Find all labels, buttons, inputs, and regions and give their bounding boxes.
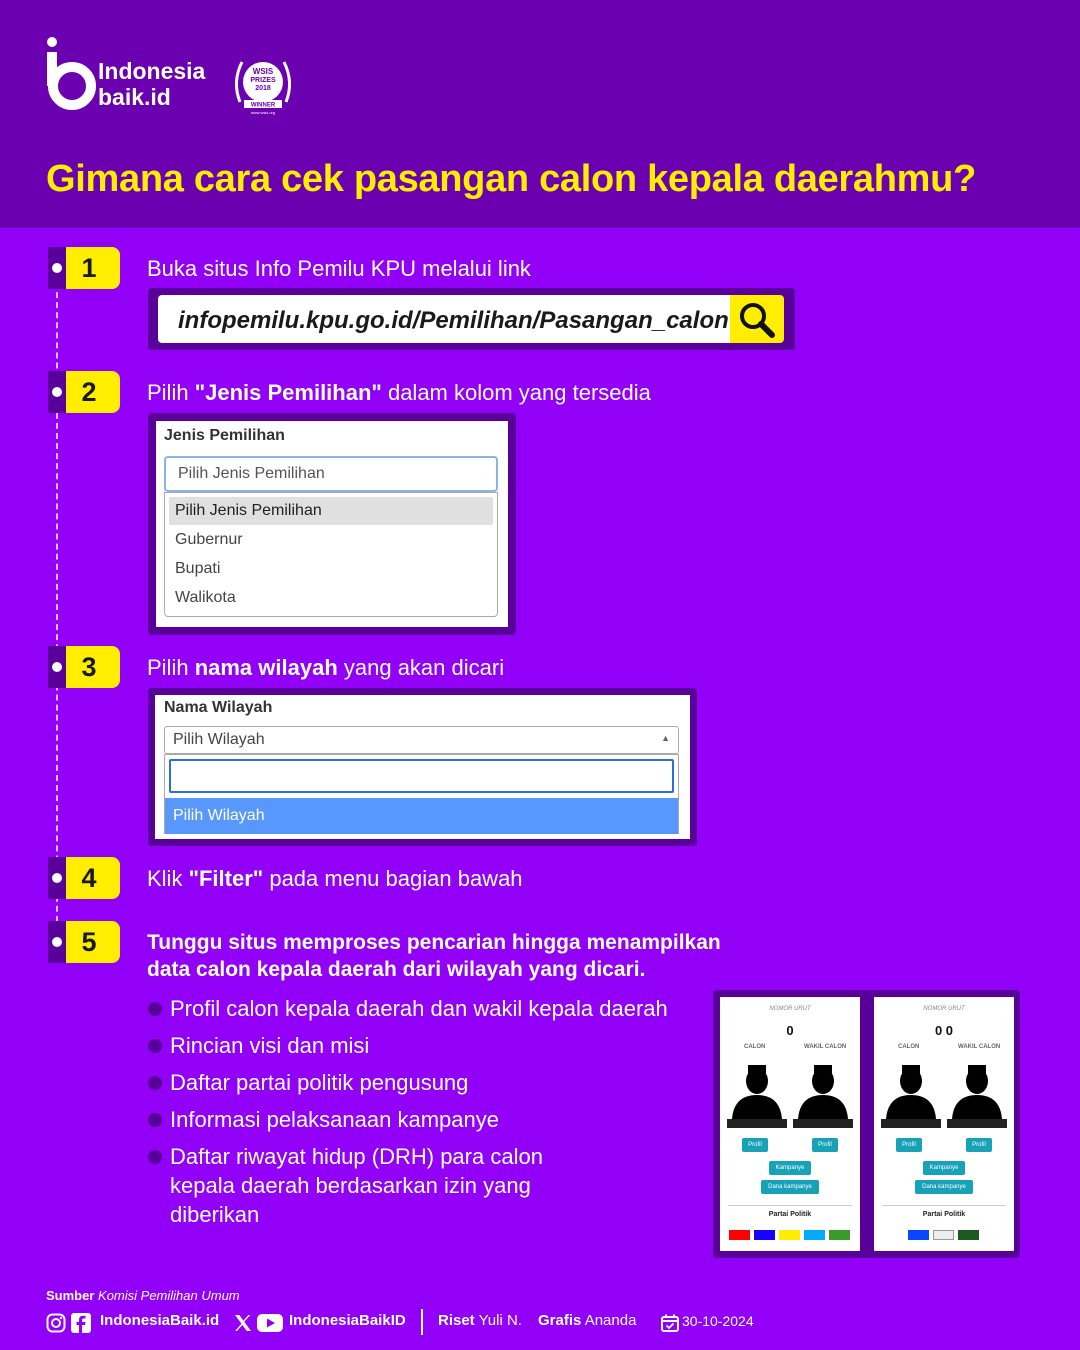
facebook-icon (71, 1313, 91, 1333)
page-title: Gimana cara cek pasangan calon kepala daerahmu? (46, 158, 976, 200)
list-item-text: Daftar partai politik pengusung (170, 1070, 469, 1095)
wakil-calon-label: WAKIL CALON (958, 1044, 1001, 1050)
partai-politik-label: Partai Politik (768, 1211, 812, 1218)
party-logo (958, 1230, 979, 1240)
jenis-pemilihan-panel (156, 421, 508, 627)
step-2-text (147, 380, 651, 406)
step-number: 4 (66, 857, 120, 899)
list-item (148, 1031, 708, 1060)
step-badge-4 (48, 857, 120, 899)
candidate-card (720, 997, 860, 1251)
nomor-urut-value: 0 0 (934, 1023, 954, 1038)
step-text-part: dalam kolom yang tersedia (381, 380, 651, 405)
partai-politik-label: Partai Politik (922, 1211, 966, 1218)
source-label: Sumber (46, 1288, 95, 1303)
profil-button[interactable]: Profil (896, 1138, 922, 1152)
list-item (148, 1142, 548, 1229)
youtube-icon (257, 1314, 283, 1332)
candidate-cards-screenshot (713, 990, 1020, 1258)
list-item-text: Informasi pelaksanaan kampanye (170, 1107, 499, 1132)
riset-value: Yuli N. (478, 1312, 522, 1329)
grafis-value: Ananda (584, 1312, 637, 1329)
riset-label: Riset (438, 1312, 475, 1329)
source-credit (46, 1288, 240, 1303)
step-number: 5 (66, 921, 120, 963)
party-logo (829, 1230, 850, 1240)
party-logo (804, 1230, 825, 1240)
nomor-urut-label: NOMOR URUT (923, 1006, 965, 1012)
nomor-urut-label: NOMOR URUT (769, 1006, 811, 1012)
wilayah-search-input[interactable] (169, 759, 674, 793)
nama-wilayah-select[interactable] (164, 726, 679, 754)
svg-text:2018: 2018 (255, 85, 271, 92)
list-item-text: Rincian visi dan misi (170, 1033, 370, 1058)
brand-name (98, 58, 205, 110)
wilayah-option-highlighted[interactable]: Pilih Wilayah (165, 798, 678, 834)
jenis-pemilihan-label: Jenis Pemilihan (164, 427, 285, 444)
nama-wilayah-screenshot (148, 688, 697, 846)
step-text-bold: "Jenis Pemilihan" (194, 380, 382, 405)
grafis-label: Grafis (538, 1312, 582, 1329)
svg-text:WINNER: WINNER (250, 102, 276, 109)
url-search-bar (148, 288, 795, 350)
calendar-icon (660, 1313, 680, 1333)
source-value: Komisi Pemilihan Umum (98, 1288, 240, 1303)
divider (882, 1205, 1006, 1206)
profil-button[interactable]: Profil (966, 1138, 992, 1152)
footer-divider (421, 1309, 423, 1335)
step-5-line-1: Tunggu situs memproses pencarian hingga menampilkan (147, 931, 721, 954)
step-text-part: pada menu bagian bawah (263, 866, 523, 891)
step-badge-5 (48, 921, 120, 963)
nama-wilayah-dropdown (164, 754, 679, 834)
dropdown-option-selected[interactable]: Pilih Jenis Pemilihan (169, 497, 493, 525)
step-badge-1 (48, 247, 120, 289)
dana-kampanye-button[interactable]: Dana kampanye (761, 1180, 819, 1194)
dropdown-option[interactable]: Gubernur (175, 531, 243, 548)
step-badge-3 (48, 646, 120, 688)
step-text-bold: "Filter" (188, 866, 264, 891)
step-text-part: Klik (147, 866, 189, 891)
nama-wilayah-label: Nama Wilayah (164, 699, 273, 716)
svg-text:PRIZES: PRIZES (250, 77, 276, 84)
wsis-award-logo (230, 52, 296, 116)
grafis-credit (538, 1312, 636, 1329)
wakil-calon-label: WAKIL CALON (804, 1044, 847, 1050)
nama-wilayah-panel (155, 695, 690, 839)
deputy-silhouette-icon (796, 1063, 850, 1119)
deputy-name-bar (947, 1119, 1007, 1128)
step-3-text (147, 655, 504, 681)
svg-text:www.wsis.org: www.wsis.org (250, 110, 276, 115)
dana-kampanye-button[interactable]: Dana kampanye (915, 1180, 973, 1194)
handle-x-youtube: IndonesiaBaikID (289, 1312, 406, 1329)
x-twitter-icon (233, 1313, 253, 1333)
step-text-part: Pilih (147, 380, 195, 405)
party-logo (729, 1230, 750, 1240)
step-number: 3 (66, 646, 120, 688)
calon-label: CALON (898, 1044, 920, 1050)
step-text-part: Pilih (147, 655, 195, 680)
url-input[interactable] (158, 295, 730, 343)
jenis-pemilihan-screenshot (148, 413, 516, 635)
search-icon (730, 295, 784, 343)
calon-label: CALON (744, 1044, 766, 1050)
party-logo (933, 1230, 954, 1240)
deputy-silhouette-icon (950, 1063, 1004, 1119)
candidate-silhouette-icon (884, 1063, 938, 1119)
candidate-name-bar (727, 1119, 787, 1128)
step-number: 2 (66, 371, 120, 413)
brand-line-2: baik.id (98, 84, 171, 110)
step-1-text: Buka situs Info Pemilu KPU melalui link (147, 256, 531, 281)
header (0, 0, 1080, 228)
nomor-urut-value: 0 (786, 1023, 794, 1038)
step-badge-2 (48, 371, 120, 413)
jenis-pemilihan-select[interactable]: Pilih Jenis Pemilihan (164, 456, 498, 492)
party-logo (754, 1230, 775, 1240)
party-logo (908, 1230, 929, 1240)
candidate-silhouette-icon (730, 1063, 784, 1119)
list-item (148, 1068, 708, 1097)
step-text-bold: nama wilayah (194, 655, 338, 680)
info-bullet-list (148, 994, 708, 1237)
kampanye-button[interactable]: Kampanye (769, 1161, 811, 1175)
kampanye-button[interactable]: Kampanye (923, 1161, 965, 1175)
party-logo (779, 1230, 800, 1240)
step-5-text (147, 929, 721, 983)
profil-button[interactable]: Profil (812, 1138, 838, 1152)
handle-instagram-facebook: IndonesiaBaik.id (100, 1312, 220, 1329)
riset-credit (438, 1312, 522, 1329)
nama-wilayah-selected: Pilih Wilayah (173, 731, 265, 748)
url-value: infopemilu.kpu.go.id/Pemilihan/Pasangan_calon (178, 307, 729, 334)
profil-button[interactable]: Profil (742, 1138, 768, 1152)
step-number: 1 (66, 247, 120, 289)
candidate-name-bar (881, 1119, 941, 1128)
caret-up-icon: ▲ (661, 733, 670, 743)
jenis-pemilihan-dropdown (164, 492, 498, 617)
indonesiabaik-logo-icon (44, 36, 104, 110)
list-item (148, 1105, 708, 1134)
list-item-text: Daftar riwayat hidup (DRH) para calon kepala daerah berdasarkan izin yang diberikan (170, 1144, 543, 1227)
publish-date: 30-10-2024 (682, 1313, 754, 1329)
dropdown-option[interactable]: Bupati (175, 560, 221, 577)
step-text-part: yang akan dicari (337, 655, 505, 680)
divider (728, 1205, 852, 1206)
list-item (148, 994, 708, 1023)
brand-line-1: Indonesia (98, 58, 206, 84)
instagram-icon (46, 1313, 66, 1333)
candidate-card (874, 997, 1014, 1251)
step-5-line-2: data calon kepala daerah dari wilayah yang dicari. (147, 958, 646, 981)
svg-text:WSIS: WSIS (252, 67, 274, 76)
list-item-text: Profil calon kepala daerah dan wakil kepala daerah (170, 996, 668, 1021)
dropdown-option[interactable]: Walikota (175, 589, 236, 606)
step-4-text (147, 866, 523, 892)
search-button[interactable] (730, 295, 784, 343)
deputy-name-bar (793, 1119, 853, 1128)
